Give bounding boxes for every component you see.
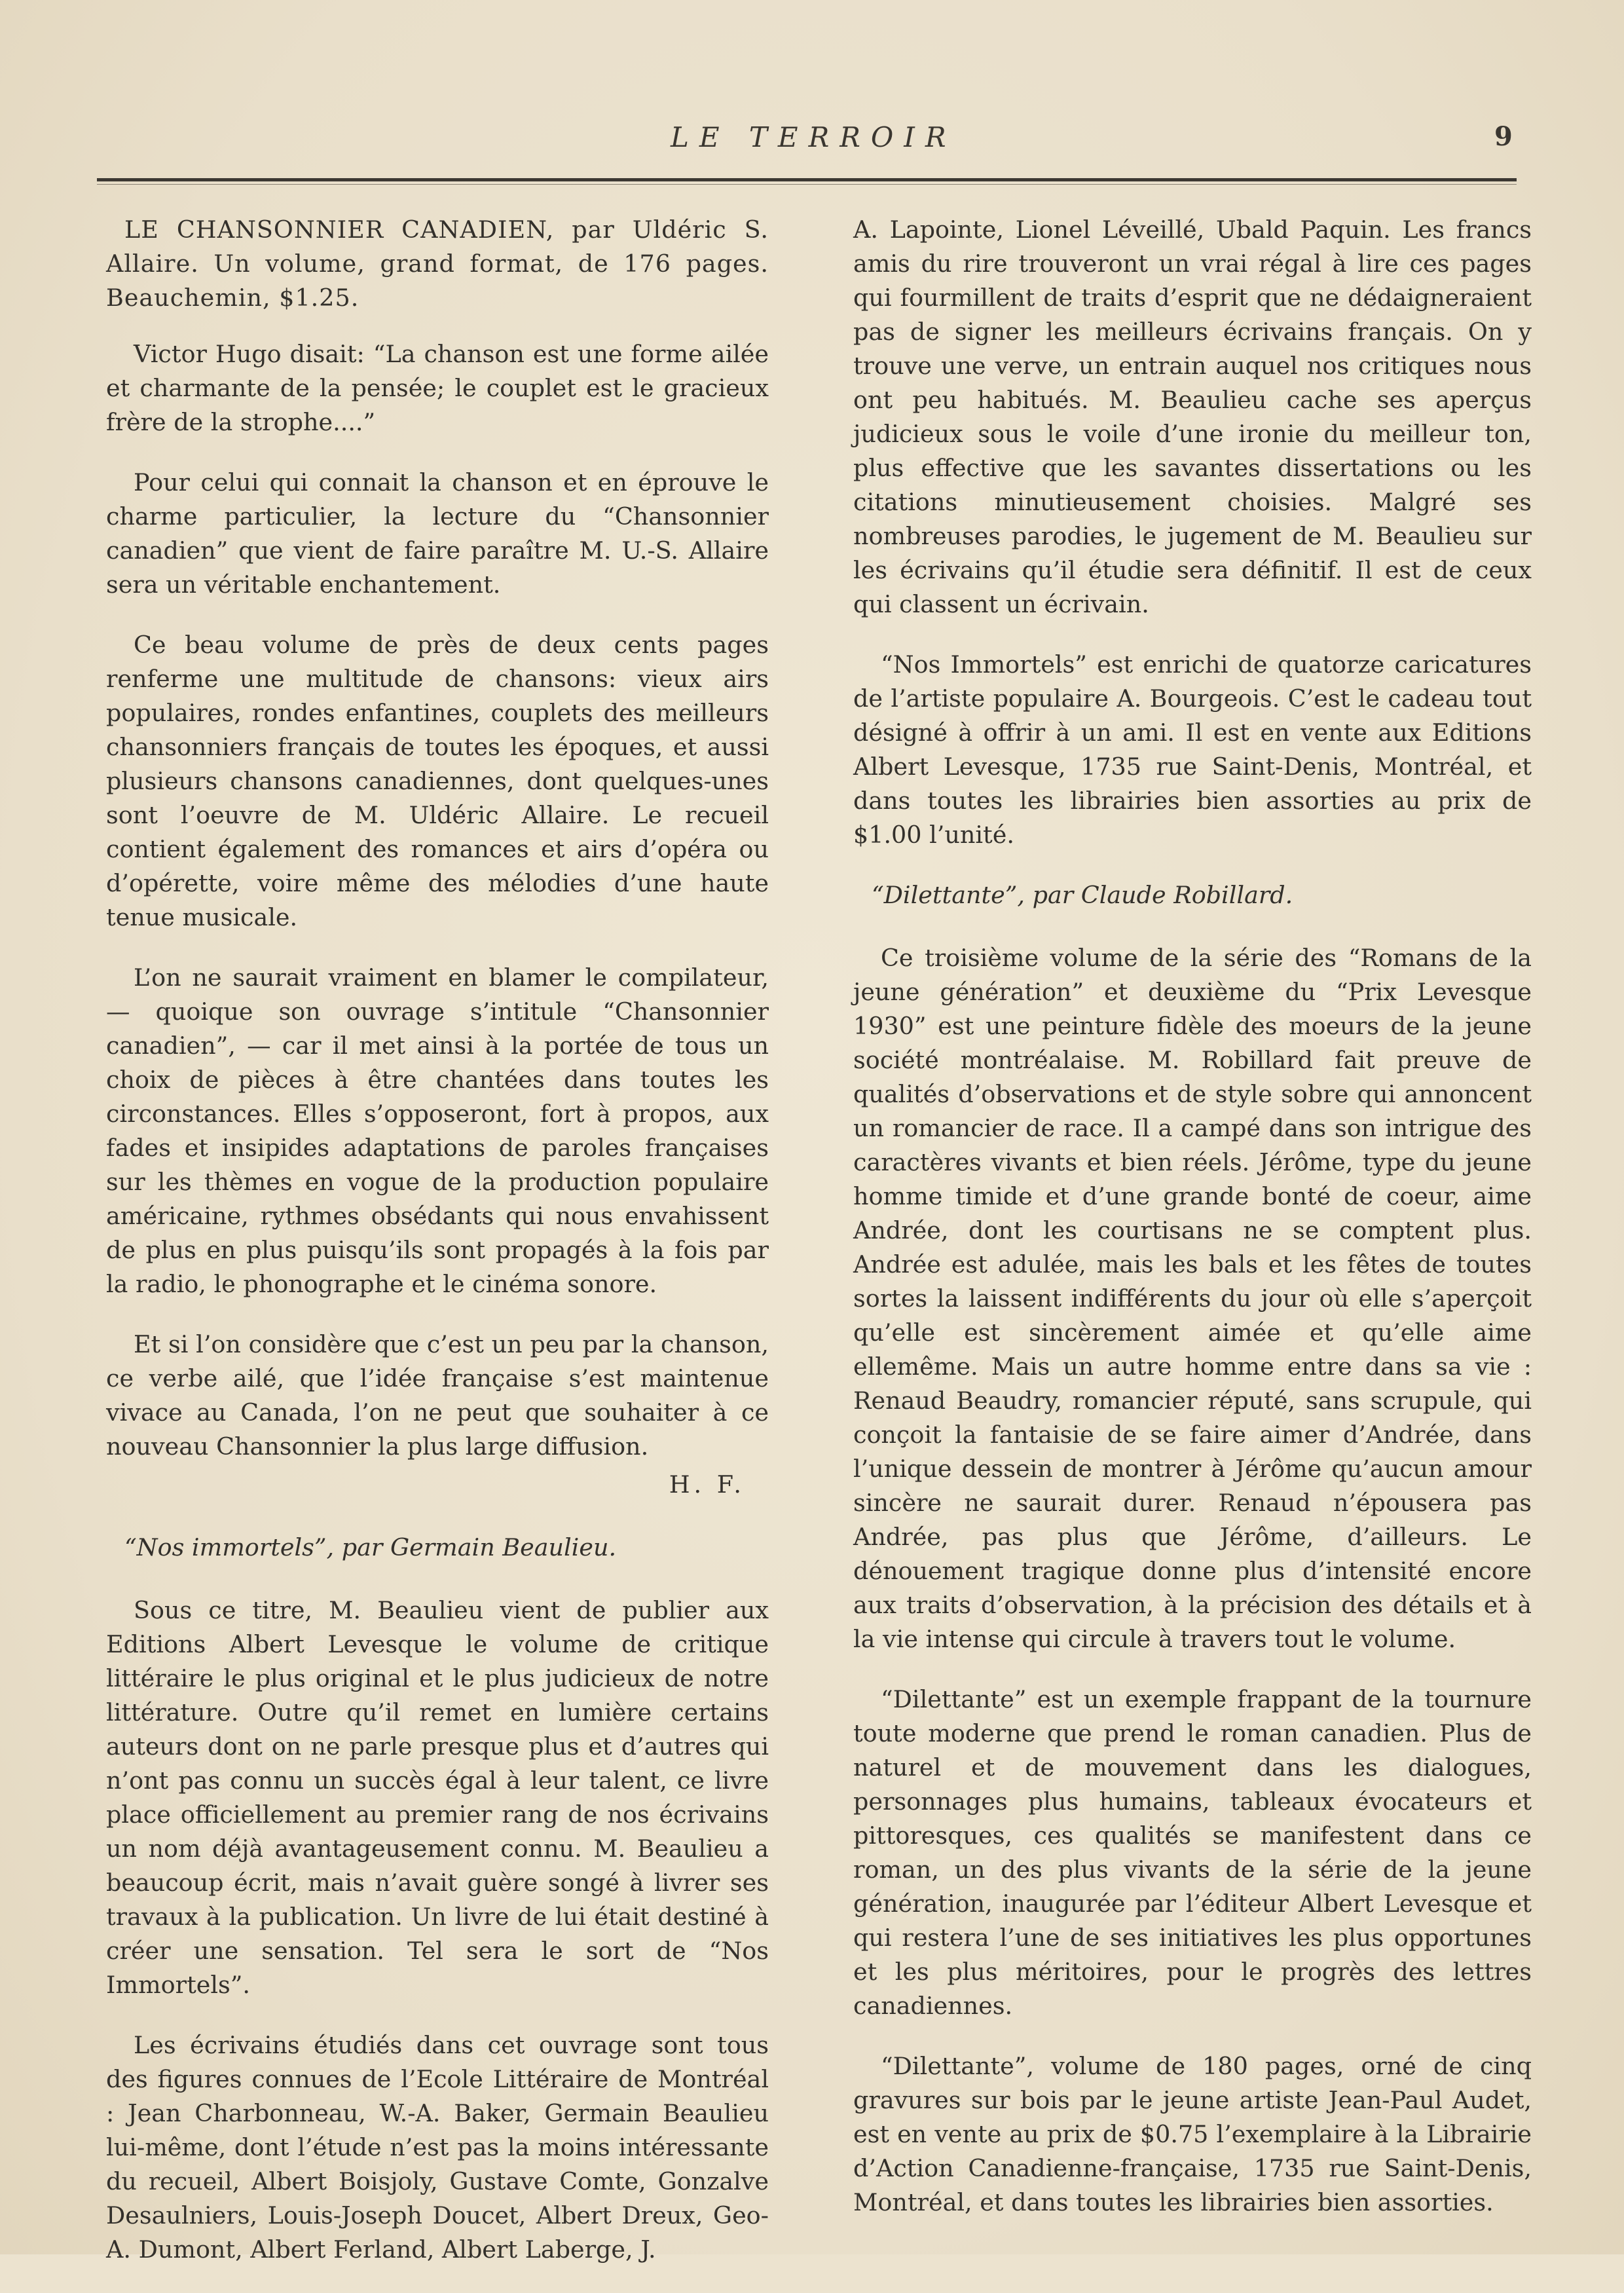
paragraph: Sous ce titre, M. Beaulieu vient de publier aux Editions Albert Levesque le volume de critique littéraire le plus original et le plus judicieux de notre littérature. Outre qu’il remet en lumière certains auteurs dont on ne parle presque plus et d’autres qui n’ont pas connu un succès égal à leur talent, ce livre place officiellement au premier rang de nos écrivains un nom déjà avantageusement connu. M. Beaulieu a beaucoup écrit, mais n’avait guère songé à livrer ses travaux à la publication. Un livre de lui était destiné à créer une sensation. Tel sera le sort de “Nos Immortels”. xyxy=(106,1596,769,1999)
page-header xyxy=(0,121,1624,160)
paragraph: Pour celui qui connait la chanson et en éprouve le charme particulier, la lecture du “Chansonnier canadien” que vient de faire paraître M. U.-S. Allaire sera un véritable enchantement. xyxy=(106,468,769,599)
paragraph: “Dilettante”, volume de 180 pages, orné de cinq gravures sur bois par le jeune artiste Jean-Paul Audet, est en vente au prix de $0.75 l’exemplaire à la Librairie d’Action Canadienne-française, 1735 rue Saint-Denis, Montréal, et dans toutes les librairies bien assorties. xyxy=(853,2052,1532,2216)
review-heading-dilettante: “Dilettante”, par Claude Robillard. xyxy=(872,881,1293,909)
paragraph: Ce beau volume de près de deux cents pages renferme une multitude de chansons: vieux airs populaires, rondes enfantines, couplets des meilleurs chansonniers français de toutes les époques, et aussi plusieurs chansons canadiennes, dont quelques-unes sont l’oeuvre de M. Uldéric Allaire. Le recueil contient également des romances et airs d’opéra ou d’opérette, voire même des mélodies d’une haute tenue musicale. xyxy=(106,631,769,931)
running-title: LE TERROIR xyxy=(671,121,957,153)
header-rule-thin xyxy=(97,184,1517,185)
review-heading-nos-immortels: “Nos immortels”, par Germain Beaulieu. xyxy=(124,1533,617,1561)
paragraph: “Dilettante” est un exemple frappant de la tournure toute moderne que prend le roman canadien. Plus de naturel et de mouvement dans les dialogues, personnages plus humains, tableaux évocateurs et pittoresques, ces qualités se manifestent dans ce roman, un des plus vivants de la série de la jeune génération, inaugurée par l’éditeur Albert Levesque et qui restera l’une de ses initiatives les plus opportunes et les plus méritoires, pour le progrès des lettres canadiennes. xyxy=(853,1685,1532,2020)
right-column xyxy=(853,213,1532,2246)
author-signature: H. F. xyxy=(669,1470,745,1499)
header-rule xyxy=(97,178,1517,181)
paragraph: Et si l’on considère que c’est un peu par la chanson, ce verbe ailé, que l’idée française s’est maintenue vivace au Canada, l’on ne peut que souhaiter à ce nouveau Chansonnier la plus large diffusion. xyxy=(106,1330,769,1461)
paragraph-continuation: A. Lapointe, Lionel Léveillé, Ubald Paquin. Les francs amis du rire trouveront un vrai régal à lire ces pages qui fourmillent de traits d’esprit que ne dédaigneraient pas de signer les meilleurs écrivains français. On y trouve une verve, un entrain auquel nos critiques nous ont peu habitués. M. Beaulieu cache ses aperçus judicieux sous le voile d’une ironie du meilleur ton, plus effective que les savantes dissertations ou les citations minutieusement choisies. Malgré ses nombreuses parodies, le jugement de M. Beaulieu sur les écrivains qu’il étudie sera définitif. Il est de ceux qui classent un écrivain. xyxy=(853,215,1532,618)
paragraph: Ce troisième volume de la série des “Romans de la jeune génération” et deuxième du “Prix Levesque 1930” est une peinture fidèle des moeurs de la jeune société montréalaise. M. Robillard fait preuve de qualités d’observations et de style sobre qui annoncent un romancier de race. Il a campé dans son intrigue des caractères vivants et bien réels. Jérôme, type du jeune homme timide et d’une grande bonté de coeur, aime Andrée, dont les courtisans ne se comptent plus. Andrée est adulée, mais les bals et les fêtes de toutes sortes la laissent indifférents du jour où elle s’aperçoit qu’elle est sincèrement aimée et qu’elle aime ellemême. Mais un autre homme entre dans sa vie : Renaud Beaudry, romancier réputé, sans scrupule, qui conçoit la fantaisie de se faire aimer d’Andrée, dans l’unique dessein de montrer à Jérôme qu’aucun amour sincère ne saurait durer. Renaud n’épousera pas Andrée, pas plus que Jérôme, d’ailleurs. Le dénouement tragique donne plus d’intensité encore aux traits d’observation, à la précision des détails et à la vie intense qui circule à travers tout le volume. xyxy=(853,944,1532,1653)
page-number: 9 xyxy=(1494,121,1513,152)
paragraph: “Nos Immortels” est enrichi de quatorze caricatures de l’artiste populaire A. Bourgeois. C’est le cadeau tout désigné à offrir à un ami. Il est en vente aux Editions Albert Levesque, 1735 rue Saint-Denis, Montréal, et dans toutes les librairies bien assorties au prix de $1.00 l’unité. xyxy=(853,650,1532,849)
review-heading-chansonnier: LE CHANSONNIER CANADIEN, par Uldéric S. Allaire. Un volume, grand format, de 176 pages. Beauchemin, $1.25. xyxy=(106,215,769,312)
paragraph: Les écrivains étudiés dans cet ouvrage sont tous des figures connues de l’Ecole Littéraire de Montréal : Jean Charbonneau, W.-A. Baker, Germain Beaulieu lui-même, dont l’étude n’est pas la moins intéressante du recueil, Albert Boisjoly, Gustave Comte, Gonzalve Desaulniers, Louis-Joseph Doucet, Albert Dreux, Geo-A. Dumont, Albert Ferland, Albert Laberge, J. xyxy=(106,2031,769,2264)
left-column xyxy=(106,213,769,2293)
paragraph: Victor Hugo disait: “La chanson est une forme ailée et charmante de la pensée; le couplet est le gracieux frère de la strophe....” xyxy=(106,340,769,436)
paragraph: L’on ne saurait vraiment en blamer le compilateur, — quoique son ouvrage s’intitule “Chansonnier canadien”, — car il met ainsi à la portée de tous un choix de pièces à être chantées dans toutes les circonstances. Elles s’opposeront, fort à propos, aux fades et insipides adaptations de paroles françaises sur les thèmes en vogue de la production populaire américaine, rythmes obsédants qui nous envahissent de plus en plus puisqu’ils sont propagés à la fois par la radio, le phonographe et le cinéma sonore. xyxy=(106,963,769,1298)
